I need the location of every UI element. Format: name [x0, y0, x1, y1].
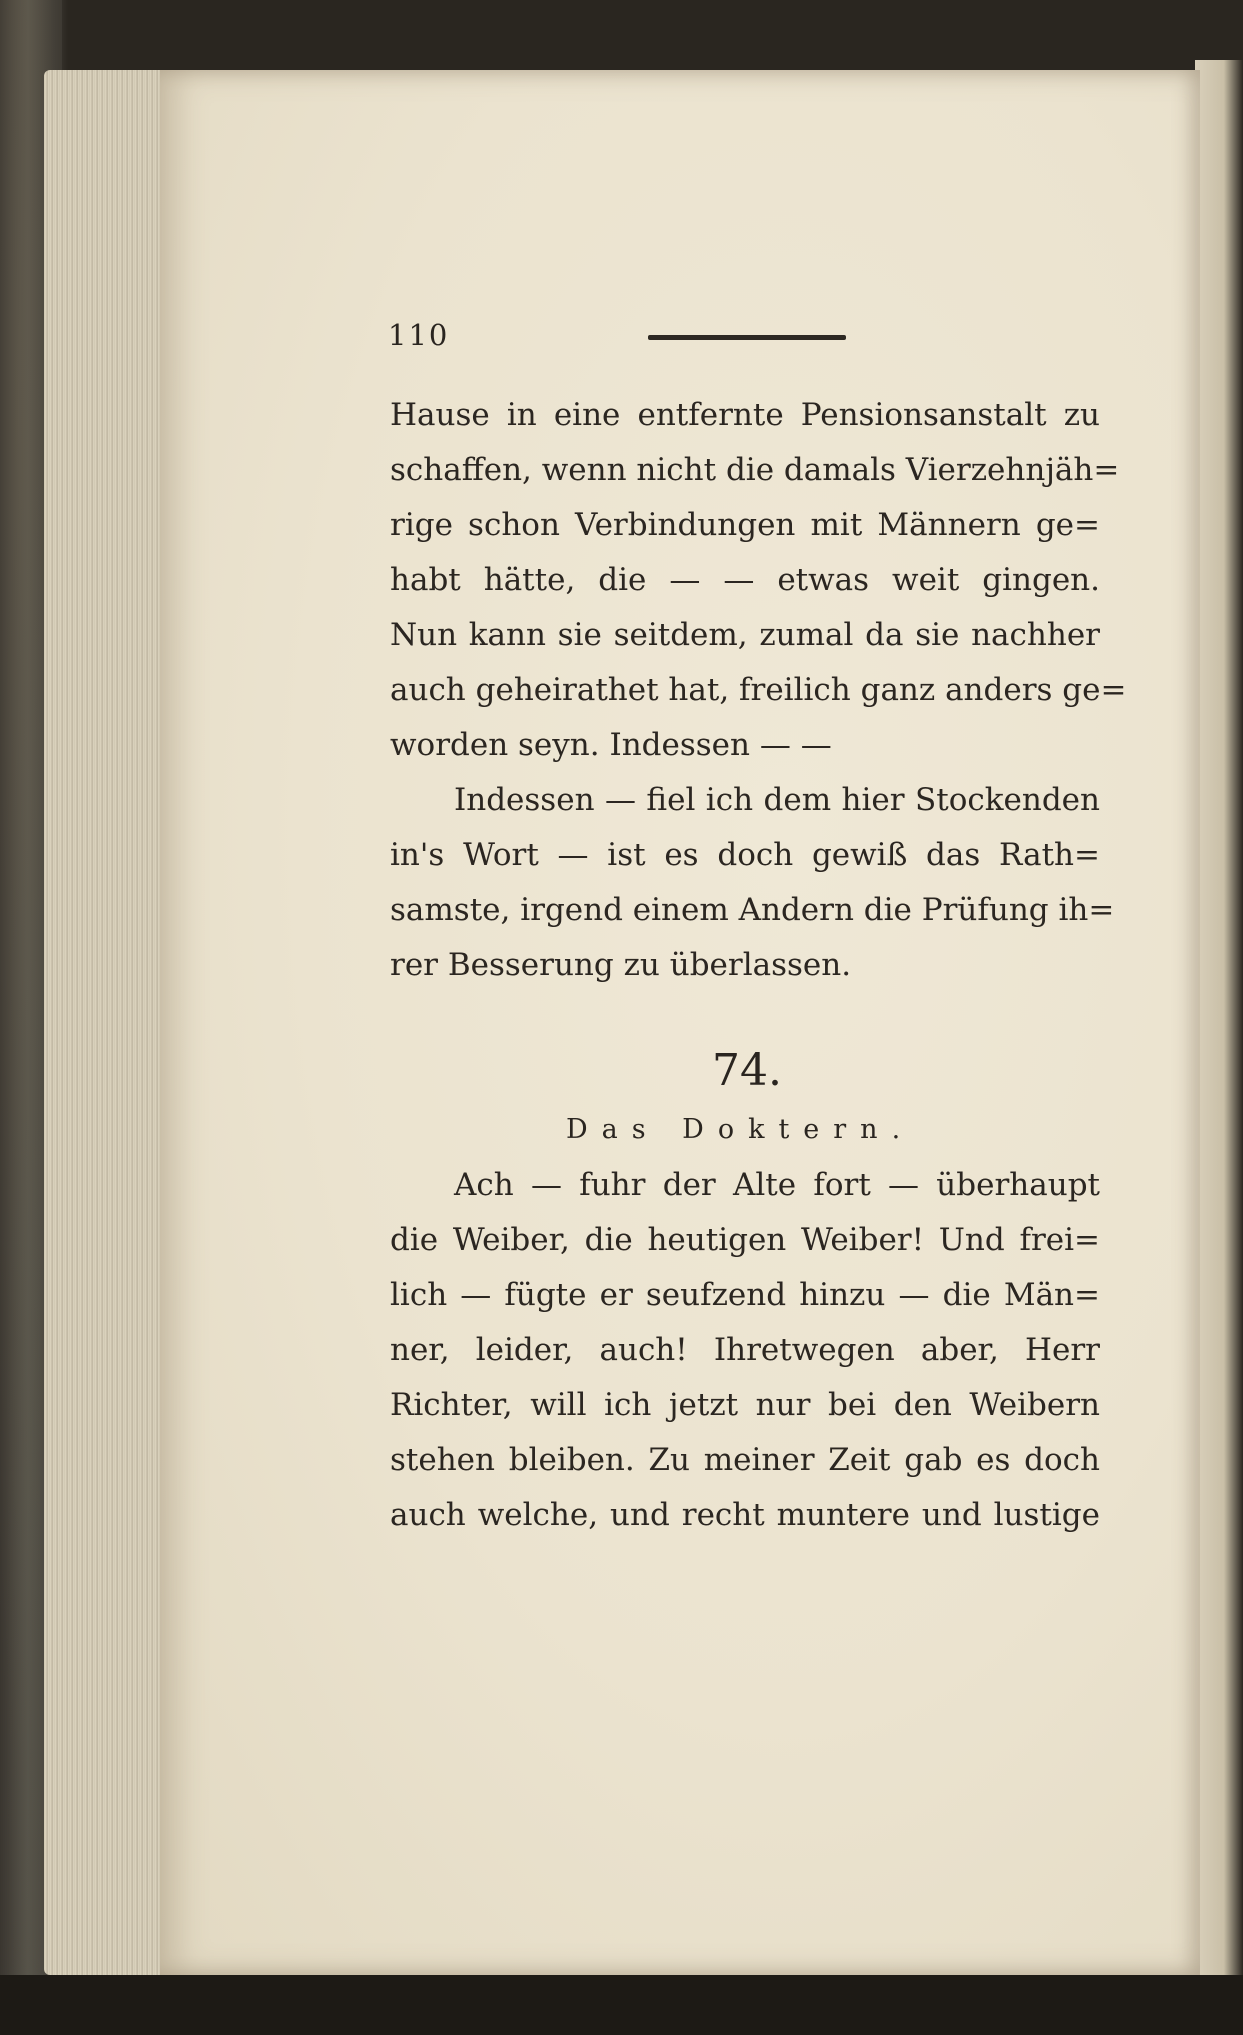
- text-line: rer Besserung zu überlassen.: [390, 947, 852, 983]
- section-title: Das Doktern.: [566, 1114, 915, 1145]
- text-line: rige schon Verbindungen mit Männern ge=: [390, 507, 1100, 543]
- scan-background: [0, 1975, 1243, 2035]
- text-line: die Weiber, die heutigen Weiber! Und frei=: [390, 1222, 1100, 1258]
- text-line: auch geheirathet hat, freilich ganz anders ge=: [390, 672, 1127, 708]
- text-block-top: [390, 388, 1127, 993]
- text-line: Nun kann sie seitdem, zumal da sie nachher: [390, 617, 1100, 653]
- header-rule: [648, 335, 846, 340]
- text-line: ner, leider, auch! Ihretwegen aber, Herr: [390, 1332, 1100, 1368]
- text-line: stehen bleiben. Zu meiner Zeit gab es doch: [390, 1442, 1100, 1478]
- text-line: Indessen — fiel ich dem hier Stockenden: [454, 782, 1100, 818]
- facing-page-edge: [1195, 60, 1243, 1990]
- section-number: 74.: [712, 1045, 782, 1096]
- text-line: habt hätte, die — — etwas weit gingen.: [390, 562, 1100, 598]
- text-block-bottom: [390, 1158, 1100, 1543]
- text-line: lich — fügte er seufzend hinzu — die Män=: [390, 1277, 1100, 1313]
- page-edges: [44, 70, 172, 1975]
- book-page: [160, 70, 1200, 1975]
- text-line: worden seyn. Indessen — —: [390, 727, 832, 763]
- text-line: schaffen, wenn nicht die damals Vierzehnjäh=: [390, 452, 1120, 488]
- text-line: auch welche, und recht muntere und lustige: [390, 1497, 1100, 1533]
- text-line: Hause in eine entfernte Pensionsanstalt zu: [390, 397, 1100, 433]
- text-line: samste, irgend einem Andern die Prüfung ih=: [390, 892, 1115, 928]
- text-line: Ach — fuhr der Alte fort — überhaupt: [454, 1167, 1100, 1203]
- text-line: in's Wort — ist es doch gewiß das Rath=: [390, 837, 1100, 873]
- text-line: Richter, will ich jetzt nur bei den Weibern: [390, 1387, 1100, 1423]
- page-number: 110: [388, 318, 450, 352]
